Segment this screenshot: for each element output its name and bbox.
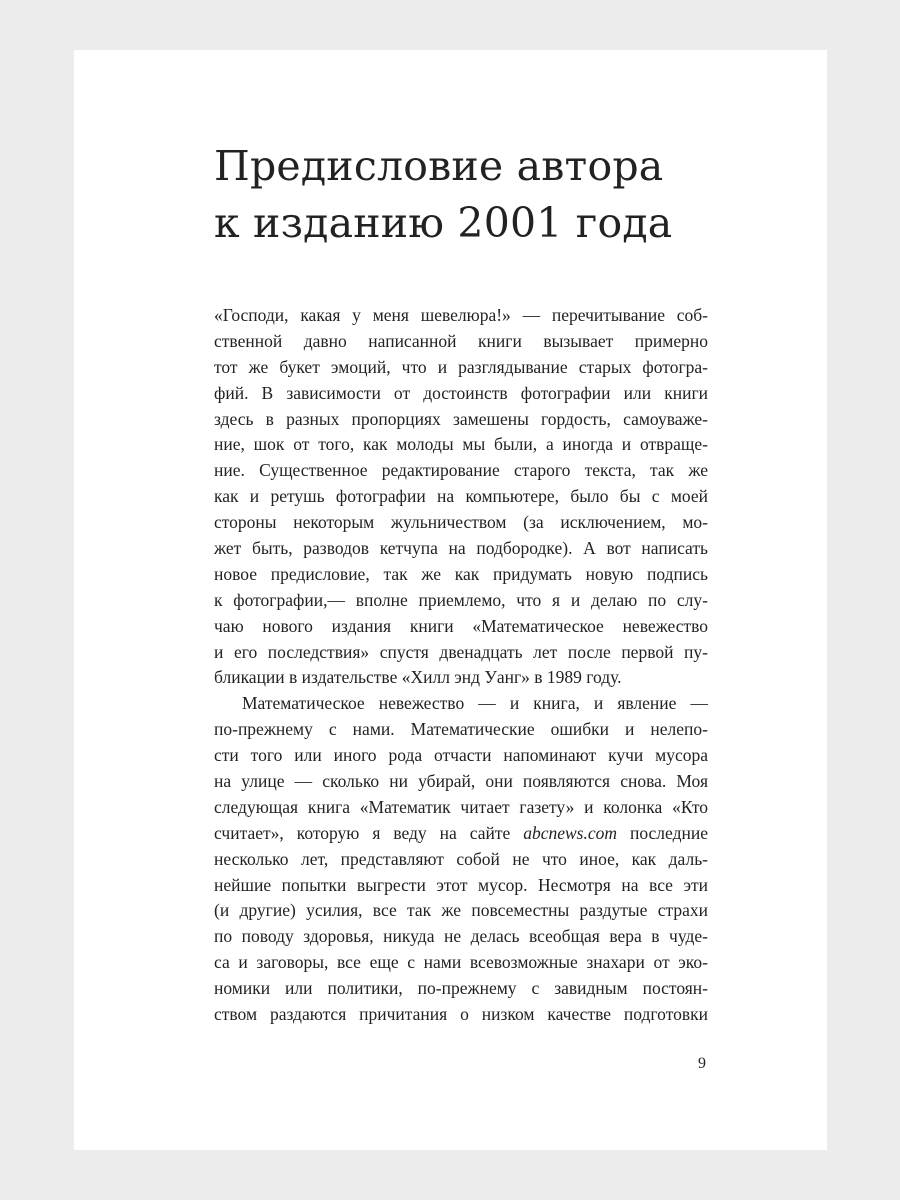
text-line: как и ретушь фотографии на компьютере, было бы с моей <box>214 486 708 507</box>
text-line: новое предисловие, так же как придумать новую подпись <box>214 563 708 584</box>
text-after-site: последние <box>617 822 708 843</box>
text-line: жет быть, разводов кетчупа на подбородке). А вот написать <box>214 538 708 559</box>
text-line: ством раздаются причитания о низком качестве подготовки <box>214 1004 708 1025</box>
text-line: на улице — сколько ни убирай, они появляются снова. Моя <box>214 771 708 792</box>
text-line: тот же букет эмоций, что и разглядывание старых фотогра- <box>214 356 708 377</box>
website-name: abcnews.com <box>523 822 618 843</box>
paragraph-2 <box>214 691 708 1028</box>
body-text <box>214 303 708 1028</box>
text-line: Математическое невежество — и книга, и явление — <box>242 693 708 714</box>
paragraph-1 <box>214 303 708 691</box>
text-line: по поводу здоровья, никуда не делась всеобщая вера в чуде- <box>214 926 708 947</box>
text-line: «Господи, какая у меня шевелюра!» — перечитывание соб- <box>214 305 708 325</box>
text-before-site: считает», которую я веду на сайте <box>214 822 524 843</box>
text-line: к фотографии,— вполне приемлемо, что я и делаю по слу- <box>214 589 708 610</box>
text-line: чаю нового издания книги «Математическое невежество <box>214 615 708 636</box>
text-line: ние. Существенное редактирование старого текста, так же <box>214 460 708 481</box>
text-line: нейшие попытки выгрести этот мусор. Несмотря на все эти <box>214 874 708 895</box>
chapter-title-line-2: к изданию 2001 года <box>214 199 673 247</box>
text-line: сти того или иного рода отчасти напоминают кучи мусора <box>214 745 708 766</box>
book-page <box>74 50 827 1150</box>
text-line: несколько лет, представляют собой не что иное, как даль- <box>214 848 708 869</box>
text-line: номики или политики, по-прежнему с завидным постоян- <box>214 978 708 999</box>
chapter-title-line-1: Предисловие автора <box>214 142 664 190</box>
text-line: ственной давно написанной книги вызывает примерно <box>214 330 708 351</box>
chapter-title <box>214 138 734 252</box>
text-line: ние, шок от того, как молоды мы были, а иногда и отвраще- <box>214 434 708 455</box>
text-line: бликации в издательстве «Хилл энд Уанг» в 1989 году. <box>214 667 622 688</box>
text-line: и его последствия» спустя двенадцать лет после первой пу- <box>214 641 708 662</box>
text-line: фий. В зависимости от достоинств фотографии или книги <box>214 382 708 403</box>
text-line: здесь в разных пропорциях замешены гордость, самоуваже- <box>214 408 708 429</box>
text-line-with-site <box>214 821 708 847</box>
page-number: 9 <box>698 1055 706 1072</box>
text-line: стороны некоторым жульничеством (за исключением, мо- <box>214 512 708 533</box>
text-line: следующая книга «Математик читает газету» и колонка «Кто <box>214 796 708 817</box>
text-line: са и заговоры, все еще с нами всевозможные знахари от эко- <box>214 952 708 973</box>
text-line: по-прежнему с нами. Математические ошибки и нелепо- <box>214 719 708 740</box>
text-line: (и другие) усилия, все так же повсеместны раздутые страхи <box>214 900 708 921</box>
